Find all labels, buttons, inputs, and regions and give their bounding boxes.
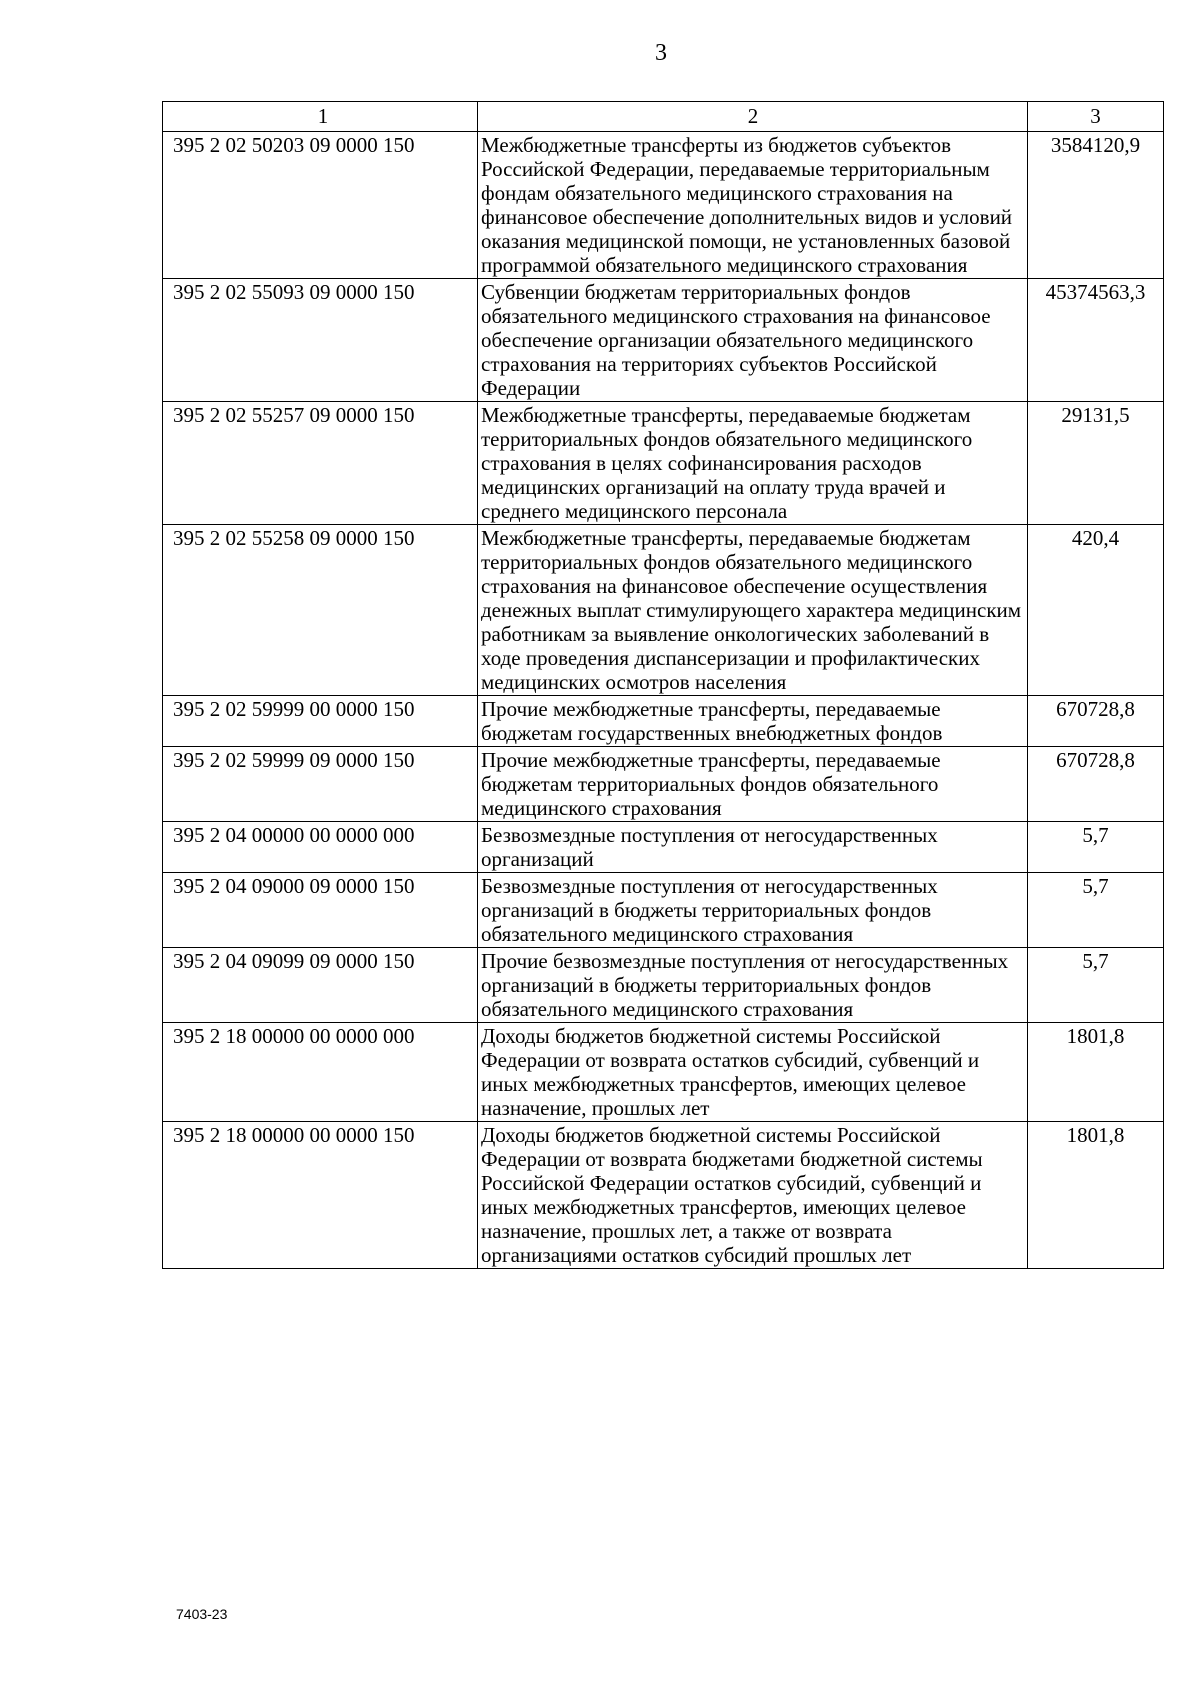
header-col-1: 1 (163, 102, 478, 132)
amount-cell: 1801,8 (1028, 1023, 1164, 1122)
budget-code-cell: 395 2 18 00000 00 0000 000 (163, 1023, 478, 1122)
revenue-name-cell: Доходы бюджетов бюджетной системы Российской Федерации от возврата бюджетами бюджетной системы Российской Федерации остатков субсидий, субвенций и иных межбюджетных трансфертов, имеющих целевое назначение, прошлых лет, а также от возврата организациями остатков субсидий прошлых лет (478, 1122, 1028, 1269)
table-row (163, 948, 1164, 1023)
amount-cell: 1801,8 (1028, 1122, 1164, 1269)
revenue-name-cell: Межбюджетные трансферты, передаваемые бюджетам территориальных фондов обязательного медицинского страхования на финансовое обеспечение осуществления денежных выплат стимулирующего характера медицинским работникам за выявление онкологических заболеваний в ходе проведения диспансеризации и профилактических медицинских осмотров населения (478, 525, 1028, 696)
amount-cell: 670728,8 (1028, 747, 1164, 822)
budget-code-cell: 395 2 02 55093 09 0000 150 (163, 279, 478, 402)
table-row (163, 747, 1164, 822)
budget-code-cell: 395 2 18 00000 00 0000 150 (163, 1122, 478, 1269)
table-row (163, 696, 1164, 747)
budget-code-cell: 395 2 04 00000 00 0000 000 (163, 822, 478, 873)
budget-code-cell: 395 2 02 59999 00 0000 150 (163, 696, 478, 747)
table-row (163, 132, 1164, 279)
amount-cell: 45374563,3 (1028, 279, 1164, 402)
table-row (163, 525, 1164, 696)
revenue-name-cell: Межбюджетные трансферты из бюджетов субъектов Российской Федерации, передаваемые территориальным фондам обязательного медицинского страхования на финансовое обеспечение дополнительных видов и условий оказания медицинской помощи, не установленных базовой программой обязательного медицинского страхования (478, 132, 1028, 279)
page-number: 3 (655, 40, 667, 66)
table-row (163, 402, 1164, 525)
header-col-2: 2 (478, 102, 1028, 132)
revenue-name-cell: Безвозмездные поступления от негосударственных организаций (478, 822, 1028, 873)
table-body (163, 102, 1164, 1269)
budget-code-cell: 395 2 04 09000 09 0000 150 (163, 873, 478, 948)
header-row (163, 102, 1164, 132)
amount-cell: 5,7 (1028, 948, 1164, 1023)
revenue-name-cell: Прочие безвозмездные поступления от негосударственных организаций в бюджеты территориальных фондов обязательного медицинского страхования (478, 948, 1028, 1023)
amount-cell: 670728,8 (1028, 696, 1164, 747)
amount-cell: 420,4 (1028, 525, 1164, 696)
revenue-name-cell: Прочие межбюджетные трансферты, передаваемые бюджетам территориальных фондов обязательного медицинского страхования (478, 747, 1028, 822)
budget-code-cell: 395 2 04 09099 09 0000 150 (163, 948, 478, 1023)
revenue-table (162, 101, 1164, 1269)
header-col-3: 3 (1028, 102, 1164, 132)
amount-cell: 29131,5 (1028, 402, 1164, 525)
revenue-name-cell: Доходы бюджетов бюджетной системы Российской Федерации от возврата остатков субсидий, субвенций и иных межбюджетных трансфертов, имеющих целевое назначение, прошлых лет (478, 1023, 1028, 1122)
table-row (163, 1023, 1164, 1122)
budget-code-cell: 395 2 02 50203 09 0000 150 (163, 132, 478, 279)
budget-code-cell: 395 2 02 55257 09 0000 150 (163, 402, 478, 525)
revenue-name-cell: Межбюджетные трансферты, передаваемые бюджетам территориальных фондов обязательного медицинского страхования в целях софинансирования расходов медицинских организаций на оплату труда врачей и среднего медицинского персонала (478, 402, 1028, 525)
budget-code-cell: 395 2 02 55258 09 0000 150 (163, 525, 478, 696)
revenue-name-cell: Субвенции бюджетам территориальных фондов обязательного медицинского страхования на финансовое обеспечение организации обязательного медицинского страхования на территориях субъектов Российской Федерации (478, 279, 1028, 402)
amount-cell: 3584120,9 (1028, 132, 1164, 279)
amount-cell: 5,7 (1028, 873, 1164, 948)
table-row (163, 1122, 1164, 1269)
table-row (163, 822, 1164, 873)
table-row (163, 873, 1164, 948)
table-row (163, 279, 1164, 402)
document-code: 7403-23 (176, 1606, 228, 1622)
revenue-name-cell: Безвозмездные поступления от негосударственных организаций в бюджеты территориальных фондов обязательного медицинского страхования (478, 873, 1028, 948)
budget-code-cell: 395 2 02 59999 09 0000 150 (163, 747, 478, 822)
amount-cell: 5,7 (1028, 822, 1164, 873)
revenue-name-cell: Прочие межбюджетные трансферты, передаваемые бюджетам государственных внебюджетных фондов (478, 696, 1028, 747)
